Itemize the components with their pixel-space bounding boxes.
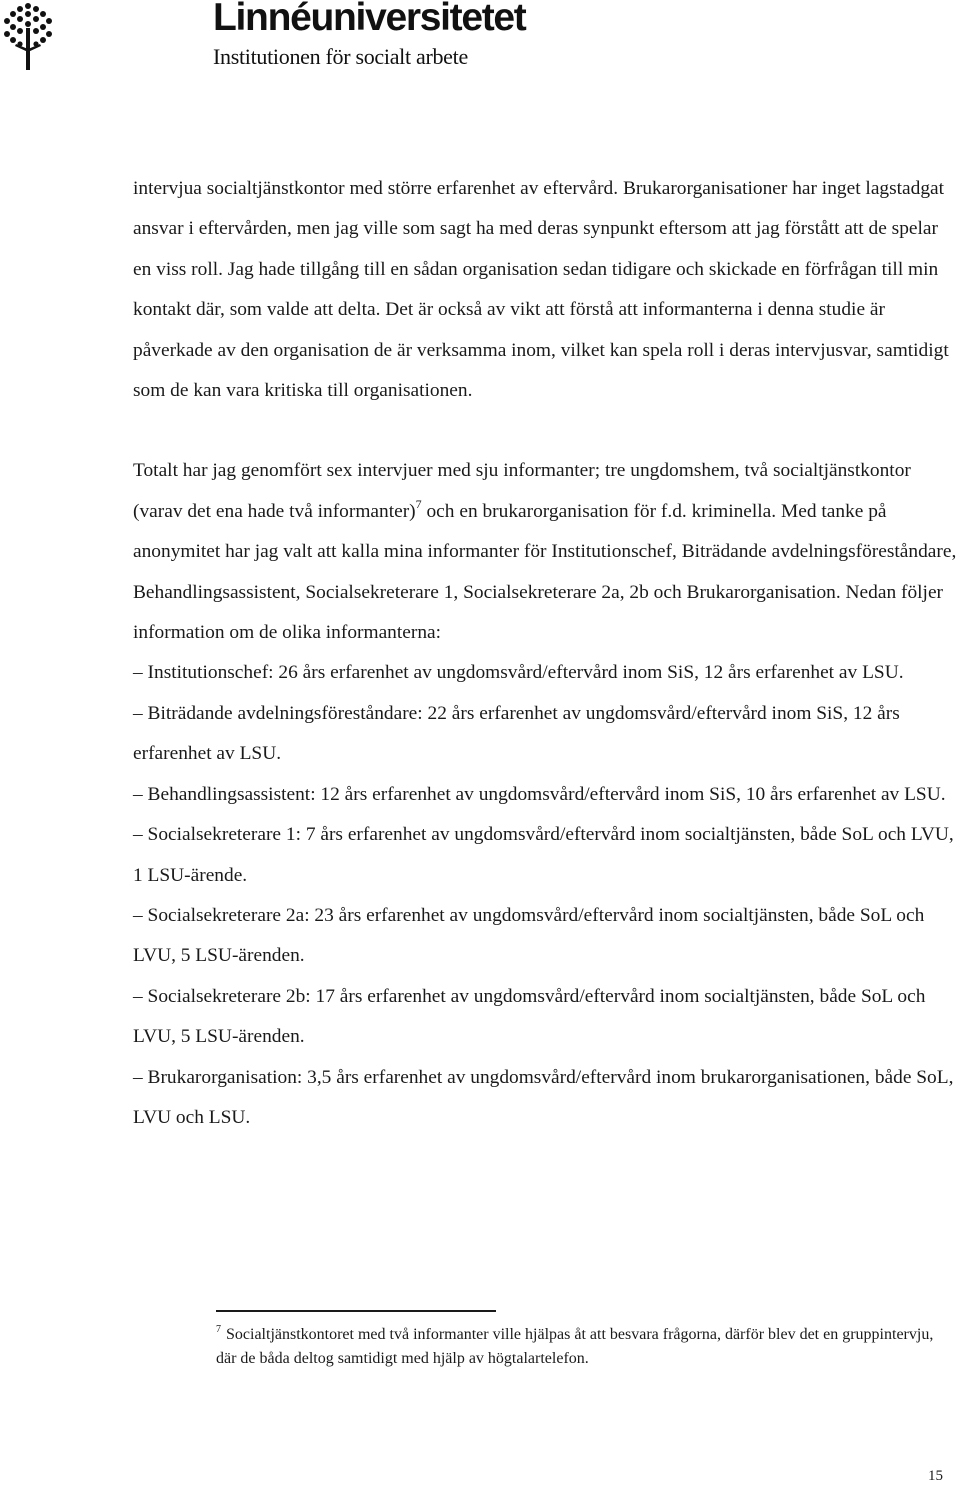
footnote-text: Socialtjänstkontoret med två informanter ville hjälpas åt att besvara frågorna, därför blev det en gruppintervju, där de båda deltog samtidigt med hjälp av högtalartelefon. <box>216 1326 934 1367</box>
department-name: Institutionen för socialt arbete <box>213 44 468 69</box>
footnote <box>216 1323 936 1370</box>
footnote-divider <box>216 1310 496 1312</box>
paragraph-text: Totalt har jag genomfört sex intervjuer med sju informanter; tre ungdomshem, två socialtjänstkontor (varav det ena hade två informanter) <box>133 460 911 522</box>
footnote-number: 7 <box>216 1323 221 1335</box>
informant-list <box>133 653 959 1138</box>
informant-item: – Biträdande avdelningsföreståndare: 22 års erfarenhet av ungdomsvård/eftervård inom SiS, 12 års erfarenhet av LSU. <box>133 702 900 765</box>
footnote-reference[interactable]: 7 <box>415 497 422 512</box>
informant-item: – Socialsekreterare 2a: 23 års erfarenhet av ungdomsvård/eftervård inom socialtjänsten, både SoL och LVU, 5 LSU-ärenden. <box>133 904 925 967</box>
paragraph: intervjua socialtjänstkontor med större erfarenhet av eftervård. Brukarorganisationer har inget lagstadgat ansvar i eftervården, men jag ville som sagt ha med deras synpunkt eftersom att jag förstått att de spelar en viss roll. Jag hade tillgång till en sådan organisation sedan tidigare och skickade en förfrågan till min kontakt där, som valde att delta. Det är också av vikt att förstå att informanterna i denna studie är påverkade av den organisation de är verksamma inom, vilket kan spela roll i deras intervjusvar, samtidigt som de kan vara kritiska till organisationen. <box>133 178 949 402</box>
paragraph-text: och en brukarorganisation för f.d. kriminella. Med tanke på anonymitet har jag valt att kalla mina informanter för Institutionschef, Biträdande avdelningsföreståndare, Behandlingsassistent, Socialsekreterare 1, Socialsekreterare 2a, 2b och Brukarorganisation. Nedan följer information om de olika informanterna: <box>133 500 957 644</box>
main-text <box>133 169 959 1138</box>
page-number: 15 <box>928 1468 943 1484</box>
informant-item: – Socialsekreterare 2b: 17 års erfarenhet av ungdomsvård/eftervård inom socialtjänsten, både SoL och LVU, 5 LSU-ärenden. <box>133 985 926 1048</box>
informant-item: – Socialsekreterare 1: 7 års erfarenhet av ungdomsvård/eftervård inom socialtjänsten, både SoL och LVU, 1 LSU-ärende. <box>133 824 954 886</box>
informant-item: – Brukarorganisation: 3,5 års erfarenhet av ungdomsvård/eftervård inom brukarorganisationen, både SoL, LVU och LSU. <box>133 1066 954 1128</box>
university-logo-tree-icon <box>2 2 54 70</box>
informant-item: – Behandlingsassistent: 12 års erfarenhet av ungdomsvård/eftervård inom SiS, 10 års erfarenhet av LSU. <box>133 783 946 805</box>
informant-item: – Institutionschef: 26 års erfarenhet av ungdomsvård/eftervård inom SiS, 12 års erfarenhet av LSU. <box>133 662 904 684</box>
university-name: Linnéuniversitetet <box>213 0 526 39</box>
paragraph <box>133 451 959 653</box>
